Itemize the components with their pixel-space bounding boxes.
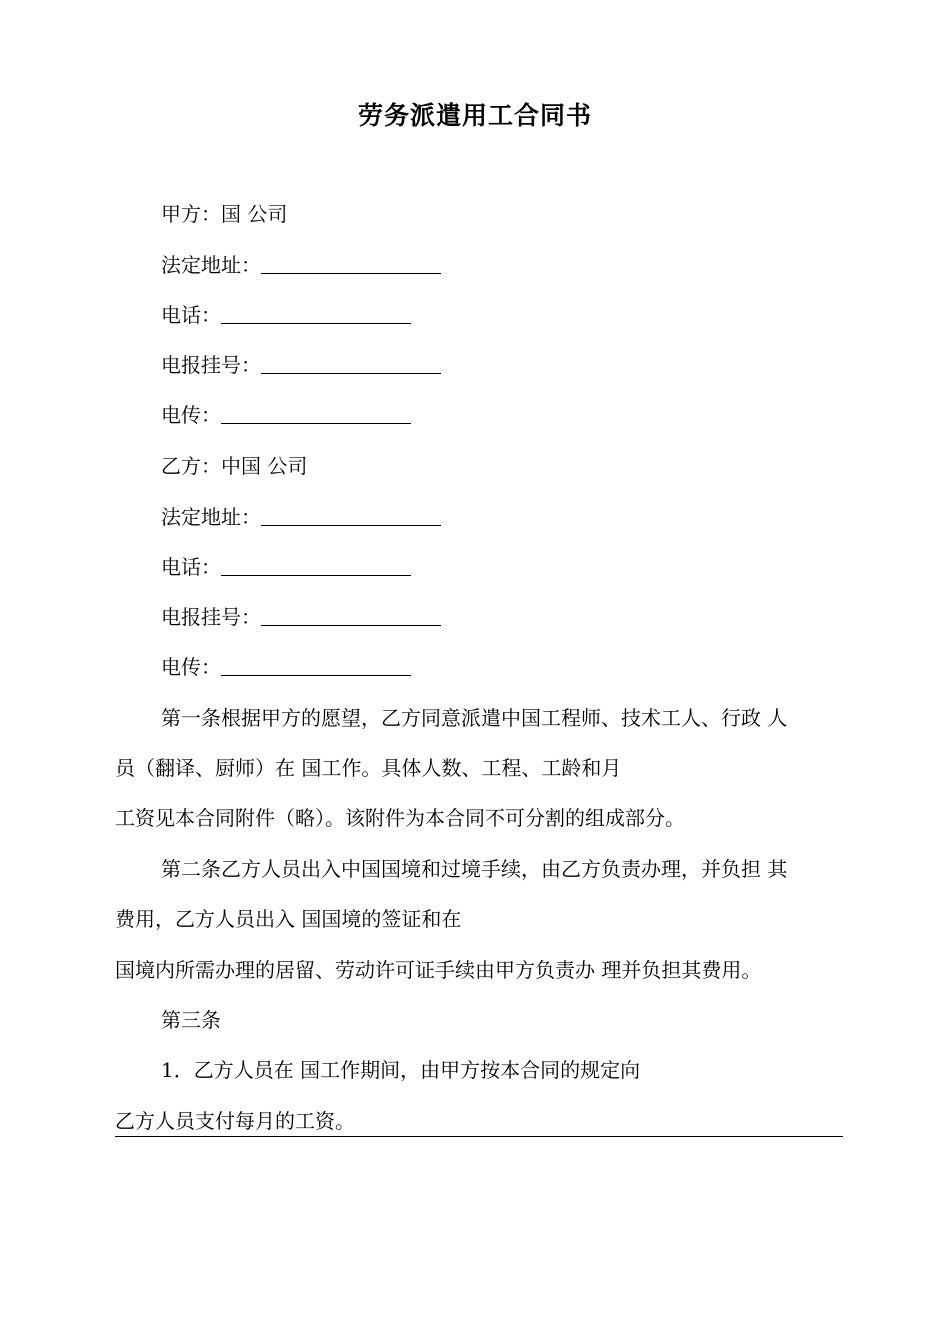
party-a-telegraph-label: 电报挂号： (161, 353, 261, 377)
party-a-address-label: 法定地址： (161, 253, 261, 277)
document-title: 劳务派遣用工合同书 (357, 101, 592, 130)
party-a-fax (161, 400, 411, 430)
party-a-phone-label: 电话： (161, 303, 221, 327)
party-b-telegraph-label: 电报挂号： (161, 605, 261, 629)
party-a-fax-label: 电传： (161, 403, 221, 427)
article1-line1: 第一条根据甲方的愿望，乙方同意派遣中国工程师、技术工人、行政 人 (161, 706, 788, 730)
footer-rule (115, 1136, 843, 1137)
party-a-fax-blank (221, 403, 411, 424)
article3-item1-line2: 乙方人员支付每月的工资。 (115, 1109, 355, 1133)
party-a-phone-blank (221, 303, 411, 324)
party-b-telegraph (161, 602, 441, 632)
article2-line2: 费用，乙方人员出入 国国境的签证和在 (115, 907, 462, 931)
article3-heading: 第三条 (161, 1008, 221, 1032)
party-a-telegraph (161, 350, 441, 380)
party-a-phone (161, 300, 411, 330)
party-b-address-label: 法定地址： (161, 505, 261, 529)
article1-line3: 工资见本合同附件（略）。该附件为本合同不可分割的组成部分。 (115, 806, 685, 830)
party-b-address (161, 502, 441, 532)
party-b-telegraph-blank (261, 605, 441, 626)
party-b-fax-blank (221, 655, 411, 676)
party-b-name: 乙方：中国 公司 (161, 454, 308, 478)
party-b-phone-blank (221, 555, 411, 576)
article2-line3: 国境内所需办理的居留、劳动许可证手续由甲方负责办 理并负担其费用。 (115, 958, 762, 982)
party-a-address-blank (261, 253, 441, 274)
article3-item1-line1: 1．乙方人员在 国工作期间，由甲方按本合同的规定向 (161, 1058, 641, 1082)
party-b-fax-label: 电传： (161, 655, 221, 679)
party-b-phone-label: 电话： (161, 555, 221, 579)
party-b-address-blank (261, 505, 441, 526)
party-a-address (161, 250, 441, 280)
party-b-fax (161, 652, 411, 682)
party-b-phone (161, 552, 411, 582)
party-a-telegraph-blank (261, 353, 441, 374)
article1-line2: 员（翻译、厨师）在 国工作。具体人数、工程、工龄和月 (115, 756, 622, 780)
party-a-name: 甲方：国 公司 (161, 202, 288, 226)
article2-line1: 第二条乙方人员出入中国国境和过境手续，由乙方负责办理，并负担 其 (161, 857, 788, 881)
